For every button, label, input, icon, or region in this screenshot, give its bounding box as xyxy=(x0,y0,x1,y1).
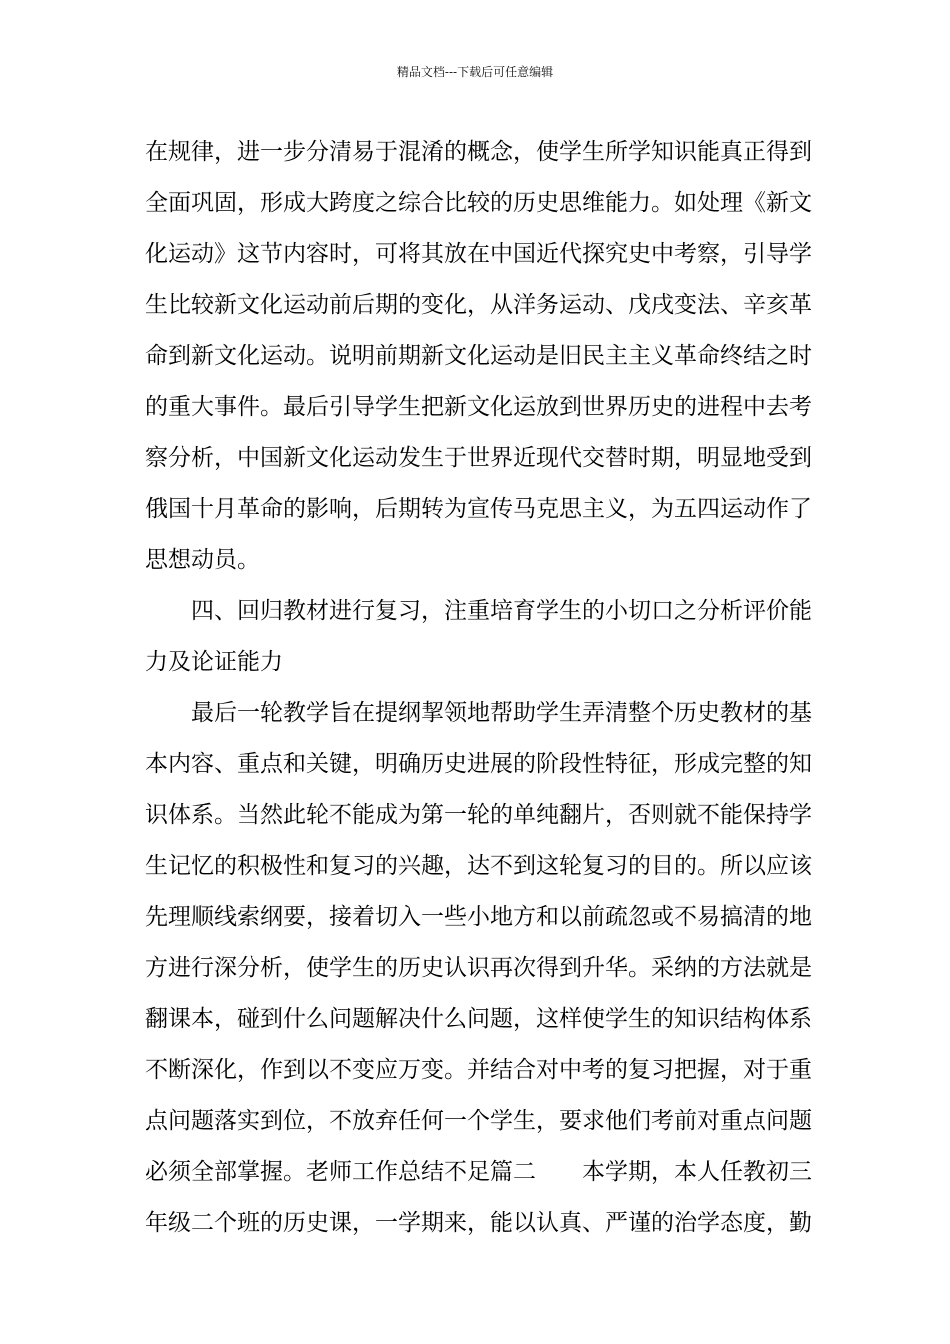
text-line: 化运动》这节内容时，可将其放在中国近代探究史中考察，引导学 xyxy=(145,241,812,267)
document-body xyxy=(145,127,812,1249)
text-line: 在规律，进一步分清易于混淆的概念，使学生所学知识能真正得到 xyxy=(145,139,812,165)
text-line: 必须全部掌握。老师工作总结不足篇二 本学期，本人任教初三 xyxy=(145,1159,812,1185)
text-line: 年级二个班的历史课，一学期来，能以认真、严谨的治学态度，勤 xyxy=(145,1210,812,1236)
text-line: 不断深化，作到以不变应万变。并结合对中考的复习把握，对于重 xyxy=(145,1057,812,1083)
text-line: 先理顺线索纲要，接着切入一些小地方和以前疏忽或不易搞清的地 xyxy=(145,904,812,930)
text-line: 命到新文化运动。说明前期新文化运动是旧民主主义革命终结之时 xyxy=(145,343,812,369)
text-line: 生记忆的积极性和复习的兴趣，达不到这轮复习的目的。所以应该 xyxy=(145,853,812,879)
text-line: 点问题落实到位，不放弃任何一个学生，要求他们考前对重点问题 xyxy=(145,1108,812,1134)
text-line: 识体系。当然此轮不能成为第一轮的单纯翻片，否则就不能保持学 xyxy=(145,802,812,828)
section-heading-line: 四、回归教材进行复习，注重培育学生的小切口之分析评价能 xyxy=(191,598,812,624)
text-line: 本内容、重点和关键，明确历史进展的阶段性特征，形成完整的知 xyxy=(145,751,812,777)
text-line: 全面巩固，形成大跨度之综合比较的历史思维能力。如处理《新文 xyxy=(145,190,812,216)
text-line: 察分析，中国新文化运动发生于世界近现代交替时期，明显地受到 xyxy=(145,445,812,471)
section-heading-line: 力及论证能力 xyxy=(145,649,283,675)
text-line: 生比较新文化运动前后期的变化，从洋务运动、戊戌变法、辛亥革 xyxy=(145,292,812,318)
text-line: 的重大事件。最后引导学生把新文化运放到世界历史的进程中去考 xyxy=(145,394,812,420)
text-line: 思想动员。 xyxy=(145,547,260,573)
text-line: 最后一轮教学旨在提纲挈领地帮助学生弄清整个历史教材的基 xyxy=(191,700,812,726)
text-line: 方进行深分析，使学生的历史认识再次得到升华。采纳的方法就是 xyxy=(145,955,812,981)
text-line: 翻课本，碰到什么问题解决什么问题，这样使学生的知识结构体系 xyxy=(145,1006,812,1032)
page-header: 精品文档---下载后可任意编辑 xyxy=(396,65,554,79)
text-line: 俄国十月革命的影响，后期转为宣传马克思主义，为五四运动作了 xyxy=(145,496,812,522)
